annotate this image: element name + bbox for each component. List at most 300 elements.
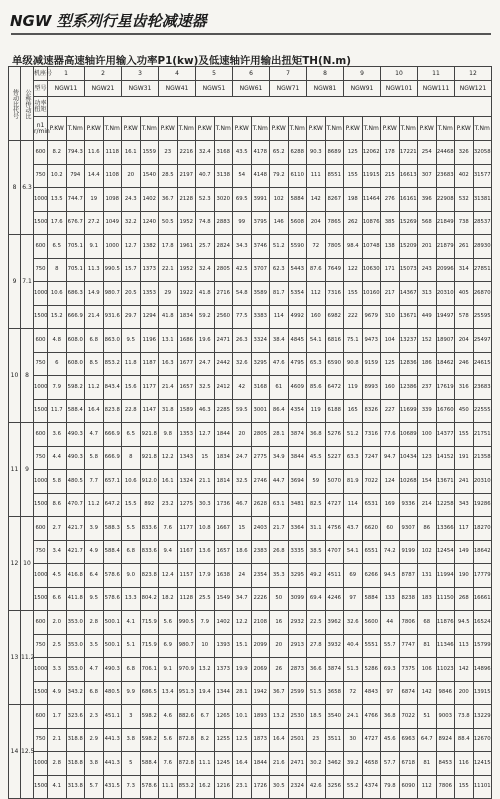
speed-cell: 1500	[34, 681, 48, 705]
power-cell: 69.5	[233, 188, 252, 212]
power-cell: 191	[455, 446, 474, 470]
speed-cell: 1000	[34, 188, 48, 212]
title-underline	[11, 33, 491, 35]
power-cell: 51.5	[307, 681, 326, 705]
ratio-code-cell: 13	[9, 611, 21, 705]
torque-cell: 1657	[177, 376, 196, 400]
torque-cell: 2403	[251, 517, 270, 541]
power-cell: 94.5	[455, 611, 474, 635]
torque-cell: 18270	[473, 517, 492, 541]
torque-cell: 26870	[473, 282, 492, 306]
torque-cell: 5070	[325, 470, 344, 494]
frame-number: 7	[270, 67, 307, 81]
power-cell: 12.7	[122, 235, 141, 259]
power-cell: 20.5	[122, 282, 141, 306]
torque-cell: 3844	[288, 446, 307, 470]
power-cell: 405	[455, 282, 474, 306]
power-cell: 11.2	[85, 376, 104, 400]
power-cell: 13.3	[122, 587, 141, 611]
power-cell: 19.6	[196, 329, 215, 353]
power-cell: 241	[455, 470, 474, 494]
torque-cell: 2716	[214, 282, 233, 306]
torque-cell: 490.3	[66, 446, 85, 470]
power-cell: 39.2	[344, 752, 363, 776]
power-cell: 326	[455, 141, 474, 165]
frame-number: 11	[418, 67, 455, 81]
torque-cell: 2285	[214, 399, 233, 423]
torque-cell: 11699	[399, 399, 418, 423]
torque-cell: 11915	[362, 164, 381, 188]
table-row	[9, 540, 492, 564]
power-cell: 102	[270, 188, 289, 212]
torque-cell: 1255	[214, 728, 233, 752]
torque-cell: 11876	[436, 611, 455, 635]
power-cell: 27.8	[307, 634, 326, 658]
power-cell: 4.1	[48, 775, 67, 799]
table-row	[9, 517, 492, 541]
torque-cell: 3020	[214, 188, 233, 212]
torque-cell: 3694	[288, 470, 307, 494]
power-cell: 9.8	[159, 423, 178, 447]
torque-cell: 706.1	[140, 658, 159, 682]
col-header-speed	[34, 117, 48, 141]
power-cell: 4.5	[48, 564, 67, 588]
power-cell: 13.6	[196, 540, 215, 564]
torque-cell: 1147	[140, 399, 159, 423]
torque-cell: 608.0	[66, 329, 85, 353]
torque-cell: 9473	[362, 329, 381, 353]
power-cell: 6.4	[85, 564, 104, 588]
torque-cell: 16524	[473, 611, 492, 635]
nominal-ratio-cell: 8	[21, 329, 34, 423]
table-row	[9, 658, 492, 682]
torque-cell: 15073	[399, 258, 418, 282]
power-cell: 54.8	[233, 282, 252, 306]
torque-cell: 10689	[399, 423, 418, 447]
torque-cell: 863.0	[103, 329, 122, 353]
power-cell: 51.2	[344, 423, 363, 447]
power-cell: 32.4	[196, 258, 215, 282]
power-cell: 4.9	[85, 540, 104, 564]
power-cell: 54.1	[307, 329, 326, 353]
power-cell: 81.9	[344, 470, 363, 494]
power-cell: 42.5	[233, 258, 252, 282]
col-header-pkw: P.KW	[381, 117, 400, 141]
power-cell: 385	[381, 211, 400, 235]
power-cell: 13.2	[270, 705, 289, 729]
torque-cell: 4374	[362, 775, 381, 799]
power-cell: 17.8	[159, 235, 178, 259]
power-cell: 10.2	[48, 164, 67, 188]
speed-cell: 600	[34, 705, 48, 729]
power-cell: 34.3	[233, 235, 252, 259]
torque-cell: 1344	[214, 681, 233, 705]
power-cell: 160	[381, 376, 400, 400]
power-cell: 23	[159, 141, 178, 165]
col-header-tnm: T.Nm	[325, 117, 344, 141]
power-cell: 17.6	[48, 211, 67, 235]
torque-cell: 3462	[325, 752, 344, 776]
torque-cell: 17619	[436, 376, 455, 400]
torque-cell: 13229	[473, 705, 492, 729]
torque-cell: 14896	[473, 658, 492, 682]
torque-cell: 715.9	[140, 611, 159, 635]
power-cell: 59.2	[196, 305, 215, 329]
power-cell: 26.8	[270, 540, 289, 564]
torque-cell: 2560	[214, 305, 233, 329]
nominal-ratio-cell: 10	[21, 517, 34, 611]
power-cell: 214	[418, 493, 437, 517]
power-cell: 15.7	[122, 258, 141, 282]
power-cell: 51.2	[270, 235, 289, 259]
page-title: NGW 型系列行星齿轮减速器	[10, 12, 207, 30]
torque-cell: 2354	[251, 564, 270, 588]
power-cell: 237	[418, 376, 437, 400]
power-cell: 94.7	[381, 446, 400, 470]
torque-cell: 13671	[436, 470, 455, 494]
speed-cell: 1000	[34, 376, 48, 400]
torque-cell: 2442	[214, 352, 233, 376]
torque-cell: 5551	[362, 634, 381, 658]
torque-cell: 1893	[251, 705, 270, 729]
table-row	[9, 681, 492, 705]
power-cell: 45.5	[307, 446, 326, 470]
torque-cell: 1686	[177, 329, 196, 353]
torque-cell: 25497	[473, 329, 492, 353]
power-cell: 4.7	[85, 658, 104, 682]
power-cell: 7.7	[85, 470, 104, 494]
torque-cell: 1677	[177, 352, 196, 376]
torque-cell: 715.9	[140, 634, 159, 658]
torque-cell: 6188	[325, 399, 344, 423]
power-cell: 16.1	[122, 141, 141, 165]
torque-cell: 2628	[251, 493, 270, 517]
power-cell: 171	[381, 258, 400, 282]
table-row	[9, 305, 492, 329]
power-cell: 133	[381, 587, 400, 611]
table-row	[9, 329, 492, 353]
torque-cell: 6288	[288, 141, 307, 165]
torque-cell: 411.8	[66, 587, 85, 611]
torque-cell: 22908	[436, 188, 455, 212]
torque-cell: 500.1	[103, 611, 122, 635]
torque-cell: 990.5	[103, 258, 122, 282]
power-cell: 36.7	[159, 188, 178, 212]
torque-cell: 2108	[251, 611, 270, 635]
power-cell: 24.7	[233, 446, 252, 470]
power-cell: 222	[344, 305, 363, 329]
table-row	[9, 211, 492, 235]
torque-cell: 1177	[140, 376, 159, 400]
power-cell: 23.2	[159, 493, 178, 517]
power-cell: 190	[455, 564, 474, 588]
power-cell: 2.3	[85, 705, 104, 729]
power-cell: 11.8	[122, 352, 141, 376]
frame-number: 4	[159, 67, 196, 81]
power-cell: 2.9	[85, 728, 104, 752]
torque-cell: 421.7	[66, 517, 85, 541]
power-cell: 12.2	[233, 611, 252, 635]
power-cell: 19	[85, 188, 104, 212]
power-cell: 310	[381, 305, 400, 329]
power-cell: 94.5	[381, 564, 400, 588]
power-cell: 52.3	[196, 188, 215, 212]
torque-cell: 421.7	[66, 540, 85, 564]
torque-cell: 833.6	[140, 517, 159, 541]
power-cell: 5.5	[122, 517, 141, 541]
torque-cell: 3746	[251, 235, 270, 259]
power-cell: 54.1	[344, 540, 363, 564]
power-cell: 146	[270, 211, 289, 235]
torque-cell: 480.5	[103, 681, 122, 705]
power-cell: 81	[418, 752, 437, 776]
model-name: NGW11	[48, 81, 85, 97]
speed-cell: 1500	[34, 399, 48, 423]
model-name: NGW21	[85, 81, 122, 97]
power-cell: 9.5	[85, 587, 104, 611]
torque-cell: 1167	[177, 540, 196, 564]
power-cell: 12.2	[159, 446, 178, 470]
col-header-tnm: T.Nm	[436, 117, 455, 141]
power-cell: 7.6	[159, 517, 178, 541]
torque-cell: 24468	[436, 141, 455, 165]
torque-cell: 598.2	[140, 728, 159, 752]
table-caption: 单级减速器高速轴许用输入功率P1(kw)及低速轴许用输出扭矩TH(N.m)	[12, 55, 351, 67]
torque-cell: 588.4	[103, 540, 122, 564]
power-cell: 21.6	[270, 752, 289, 776]
power-cell: 5.8	[85, 446, 104, 470]
table-row	[9, 775, 492, 799]
power-cell: 5.6	[159, 611, 178, 635]
power-cell: 23.1	[233, 775, 252, 799]
power-cell: 102	[418, 540, 437, 564]
power-cell: 20	[270, 634, 289, 658]
torque-cell: 20996	[436, 258, 455, 282]
power-cell: 28.5	[159, 164, 178, 188]
table-row	[9, 564, 492, 588]
power-cell: 117	[455, 517, 474, 541]
power-cell: 131	[418, 564, 437, 588]
table-row	[9, 376, 492, 400]
col-header-pkw: P.KW	[307, 117, 326, 141]
torque-cell: 931.6	[103, 305, 122, 329]
torque-cell: 2501	[288, 728, 307, 752]
power-cell: 2.7	[48, 517, 67, 541]
torque-cell: 7316	[325, 282, 344, 306]
table-row	[9, 611, 492, 635]
power-cell: 47.6	[270, 352, 289, 376]
torque-cell: 1942	[251, 681, 270, 705]
torque-cell: 3707	[251, 258, 270, 282]
torque-cell: 1657	[214, 540, 233, 564]
speed-cell: 750	[34, 258, 48, 282]
torque-cell: 10876	[362, 211, 381, 235]
col-header-pkw: P.KW	[455, 117, 474, 141]
power-cell: 23	[307, 728, 326, 752]
power-cell: 215	[381, 164, 400, 188]
torque-cell: 1265	[214, 705, 233, 729]
torque-cell: 12670	[473, 728, 492, 752]
torque-cell: 921.8	[140, 446, 159, 470]
torque-cell: 14367	[399, 282, 418, 306]
power-cell: 36.6	[307, 658, 326, 682]
power-cell: 13.1	[159, 329, 178, 353]
power-cell: 125	[381, 352, 400, 376]
torque-label: 扭矩	[34, 105, 47, 113]
power-cell: 60	[381, 517, 400, 541]
torque-cell: 892	[140, 493, 159, 517]
speed-cell: 1500	[34, 493, 48, 517]
power-cell: 15	[196, 446, 215, 470]
torque-cell: 1589	[177, 399, 196, 423]
torque-cell: 25595	[473, 305, 492, 329]
torque-cell: 1240	[140, 211, 159, 235]
power-cell: 11.6	[85, 141, 104, 165]
torque-cell: 1157	[177, 564, 196, 588]
power-cell: 12.5	[233, 728, 252, 752]
torque-cell: 853.2	[103, 352, 122, 376]
torque-cell: 31381	[473, 188, 492, 212]
torque-cell: 1834	[214, 446, 233, 470]
power-cell: 6.8	[122, 540, 141, 564]
col-header-pkw: P.KW	[122, 117, 141, 141]
power-cell: 4.7	[85, 423, 104, 447]
speed-cell: 1500	[34, 305, 48, 329]
power-cell: 204	[455, 329, 474, 353]
power-cell: 149	[455, 540, 474, 564]
torque-cell: 20310	[473, 470, 492, 494]
power-cell: 738	[455, 211, 474, 235]
power-cell: 29.7	[122, 305, 141, 329]
torque-cell: 12062	[362, 141, 381, 165]
nominal-ratio-cell: 6.3	[21, 141, 34, 235]
nominal-ratio-cell: 12.5	[21, 705, 34, 799]
torque-cell: 7747	[399, 634, 418, 658]
speed-cell: 1000	[34, 564, 48, 588]
torque-cell: 7022	[362, 470, 381, 494]
power-cell: 262	[344, 211, 363, 235]
torque-cell: 8551	[325, 164, 344, 188]
torque-cell: 1108	[103, 164, 122, 188]
power-cell: 77.5	[233, 305, 252, 329]
table-row	[9, 705, 492, 729]
torque-cell: 10268	[399, 470, 418, 494]
table-row	[9, 258, 492, 282]
torque-cell: 12258	[436, 493, 455, 517]
torque-cell: 872.8	[177, 752, 196, 776]
power-cell: 68	[418, 611, 437, 635]
torque-cell: 657.1	[103, 470, 122, 494]
power-cell: 97	[344, 587, 363, 611]
power-cell: 13.5	[48, 188, 67, 212]
col-header-pkw: P.KW	[418, 117, 437, 141]
power-cell: 4.4	[48, 446, 67, 470]
torque-cell: 1128	[177, 587, 196, 611]
power-cell: 307	[418, 164, 437, 188]
power-cell: 14.9	[85, 282, 104, 306]
ratio-code-cell: 11	[9, 423, 21, 517]
power-cell: 20	[233, 423, 252, 447]
power-cell: 10	[196, 634, 215, 658]
power-cell: 15.1	[233, 634, 252, 658]
torque-cell: 4609	[288, 376, 307, 400]
torque-cell: 5590	[288, 235, 307, 259]
torque-cell: 16760	[436, 399, 455, 423]
power-cell: 125	[344, 141, 363, 165]
power-cell: 32.6	[344, 611, 363, 635]
power-cell: 227	[381, 399, 400, 423]
torque-cell: 578.6	[140, 775, 159, 799]
power-cell: 42	[233, 376, 252, 400]
torque-cell: 3874	[288, 423, 307, 447]
torque-cell: 14152	[436, 446, 455, 470]
power-cell: 8	[122, 446, 141, 470]
col-header-tnm: T.Nm	[177, 117, 196, 141]
power-cell: 6.6	[48, 587, 67, 611]
power-cell: 32.4	[196, 141, 215, 165]
model-name: NGW81	[307, 81, 344, 97]
torque-cell: 11464	[362, 188, 381, 212]
power-cell: 13.4	[159, 681, 178, 705]
power-cell: 16	[270, 611, 289, 635]
power-cell: 22.5	[307, 611, 326, 635]
power-cell: 178	[381, 141, 400, 165]
torque-cell: 1952	[177, 211, 196, 235]
torque-cell: 16613	[399, 164, 418, 188]
power-cell: 61	[270, 376, 289, 400]
torque-cell: 833.6	[140, 540, 159, 564]
torque-cell: 6472	[325, 376, 344, 400]
torque-cell: 1324	[177, 470, 196, 494]
torque-cell: 23683	[473, 376, 492, 400]
power-cell: 9.9	[122, 681, 141, 705]
torque-cell: 598.2	[66, 376, 85, 400]
power-cell: 10.8	[196, 517, 215, 541]
power-cell: 32.5	[233, 470, 252, 494]
power-cell: 11.1	[196, 752, 215, 776]
torque-cell: 5227	[325, 446, 344, 470]
torque-cell: 794	[66, 164, 85, 188]
torque-cell: 1098	[103, 188, 122, 212]
torque-cell: 12454	[436, 540, 455, 564]
torque-cell: 11023	[436, 658, 455, 682]
torque-cell: 21751	[473, 423, 492, 447]
power-cell: 2.8	[85, 611, 104, 635]
col-header-tnm: T.Nm	[66, 117, 85, 141]
power-cell: 116	[455, 752, 474, 776]
col-header-tnm: T.Nm	[362, 117, 381, 141]
power-cell: 124	[381, 470, 400, 494]
col-header-ratio-code: 传动比代号	[9, 67, 21, 141]
power-cell: 82.5	[307, 493, 326, 517]
torque-cell: 6266	[362, 564, 381, 588]
power-cell: 16.4	[85, 399, 104, 423]
torque-cell: 18462	[436, 352, 455, 376]
table-row	[9, 282, 492, 306]
ratio-code-cell: 9	[9, 235, 21, 329]
torque-cell: 23683	[436, 164, 455, 188]
power-cell: 25.5	[196, 587, 215, 611]
speed-cell: 1000	[34, 658, 48, 682]
torque-cell: 823.8	[140, 564, 159, 588]
torque-cell: 12386	[399, 376, 418, 400]
torque-cell: 8689	[325, 141, 344, 165]
torque-cell: 1196	[140, 329, 159, 353]
power-cell: 27.2	[85, 211, 104, 235]
power-cell: 30	[344, 728, 363, 752]
power-cell: 122	[344, 258, 363, 282]
power-cell: 100	[418, 423, 437, 447]
